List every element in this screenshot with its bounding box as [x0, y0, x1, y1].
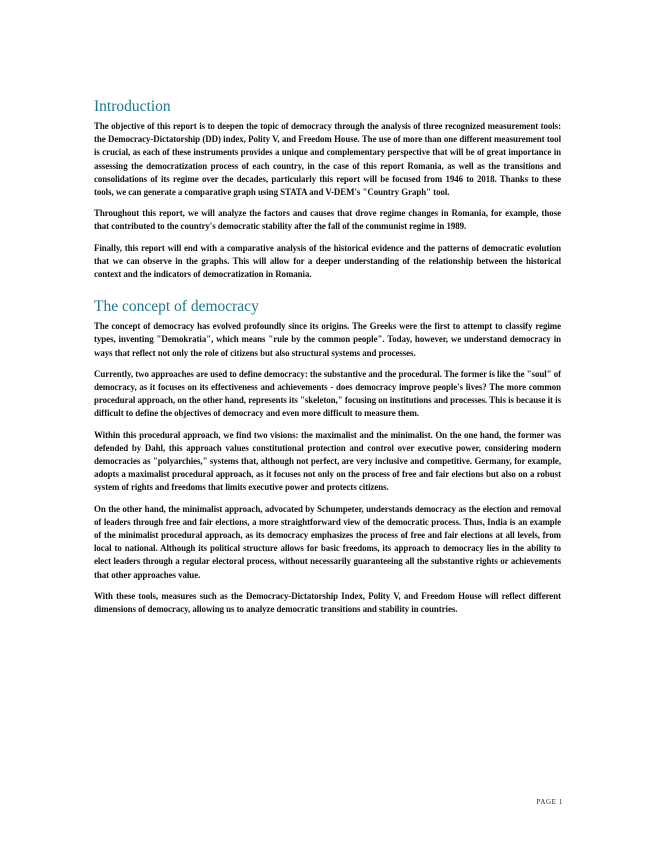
concept-paragraph-1: The concept of democracy has evolved profoundly since its origins. The Greeks were the first to attempt to classify regime types, inventing "Demokratia", which means "rule by the common people". Today, however, we understand democracy in ways that reflect not only the role of citizens but also structural systems and processes.: [94, 321, 561, 358]
concept-paragraph-5: With these tools, measures such as the Democracy-Dictatorship Index, Polity V, and Freedom House will reflect different dimensions of democracy, allowing us to analyze democratic transitions and stability in countries.: [94, 590, 561, 615]
intro-paragraph-1: The objective of this report is to deepen the topic of democracy through the analysis of three recognized measurement tools: the Democracy-Dictatorship (DD) index, Polity V, and Freedom House. The use of more than one different measurement tool is crucial, as each of these instruments provides a unique and complementary perspective that will be of great importance in assessing the democratization process of each country, in the case of this report Romania, as well as the transitions and consolidations of its regime over the decades, particularly this report will be focused from 1946 to 2018. Thanks to these tools, we can generate a comparative graph using STATA and V-DEM's "Country Graph" tool.: [94, 121, 561, 198]
concept-paragraph-4: On the other hand, the minimalist approach, advocated by Schumpeter, understands democracy as the election and removal of leaders through free and fair elections, a more straightforward view of the democratic process. Thus, India is an example of the minimalist procedural approach, as its democracy emphasizes the process of free and fair elections at all levels, from local to national. Although its political structure allows for basic freedoms, its approach to democracy lies in the ability to elect leaders through a regular electoral process, without necessarily guaranteeing all the substantive rights or achievements that other approaches value.: [94, 503, 561, 580]
concept-heading: The concept of democracy: [94, 298, 259, 316]
concept-paragraph-3: Within this procedural approach, we find two visions: the maximalist and the minimalist. On the one hand, the former was defended by Dahl, this approach values constitutional protection and control over executive power, considering modern democracies as "polyarchies," systems that, although not perfect, are very inclusive and competitive. Germany, for example, adopts a maximalist procedural approach, as it focuses not only on the process of free and fair elections but also on a robust system of rights and freedoms that limits executive power and protects citizens.: [94, 429, 561, 493]
concept-paragraph-2: Currently, two approaches are used to define democracy: the substantive and the procedural. The former is like the "soul" of democracy, as it focuses on its effectiveness and achievements - does democracy improve people's lives? The more common procedural approach, on the other hand, represents its "skeleton," focusing on institutions and processes. This is because it is difficult to define the objectives of democracy and even more difficult to measure them.: [94, 368, 561, 419]
intro-paragraph-2: Throughout this report, we will analyze the factors and causes that drove regime changes in Romania, for example, those that contributed to the country's democratic stability after the fall of the communist regime in 1989.: [94, 208, 561, 232]
introduction-heading: Introduction: [94, 98, 171, 115]
page-number: PAGE 1: [536, 798, 563, 806]
intro-paragraph-3: Finally, this report will end with a comparative analysis of the historical evidence and the patterns of democratic evolution that we can observe in the graphs. This will allow for a deeper understanding of the relationship between the historical context and the indicators of democratization in Romania.: [94, 242, 561, 280]
document-page: [94, 97, 561, 624]
